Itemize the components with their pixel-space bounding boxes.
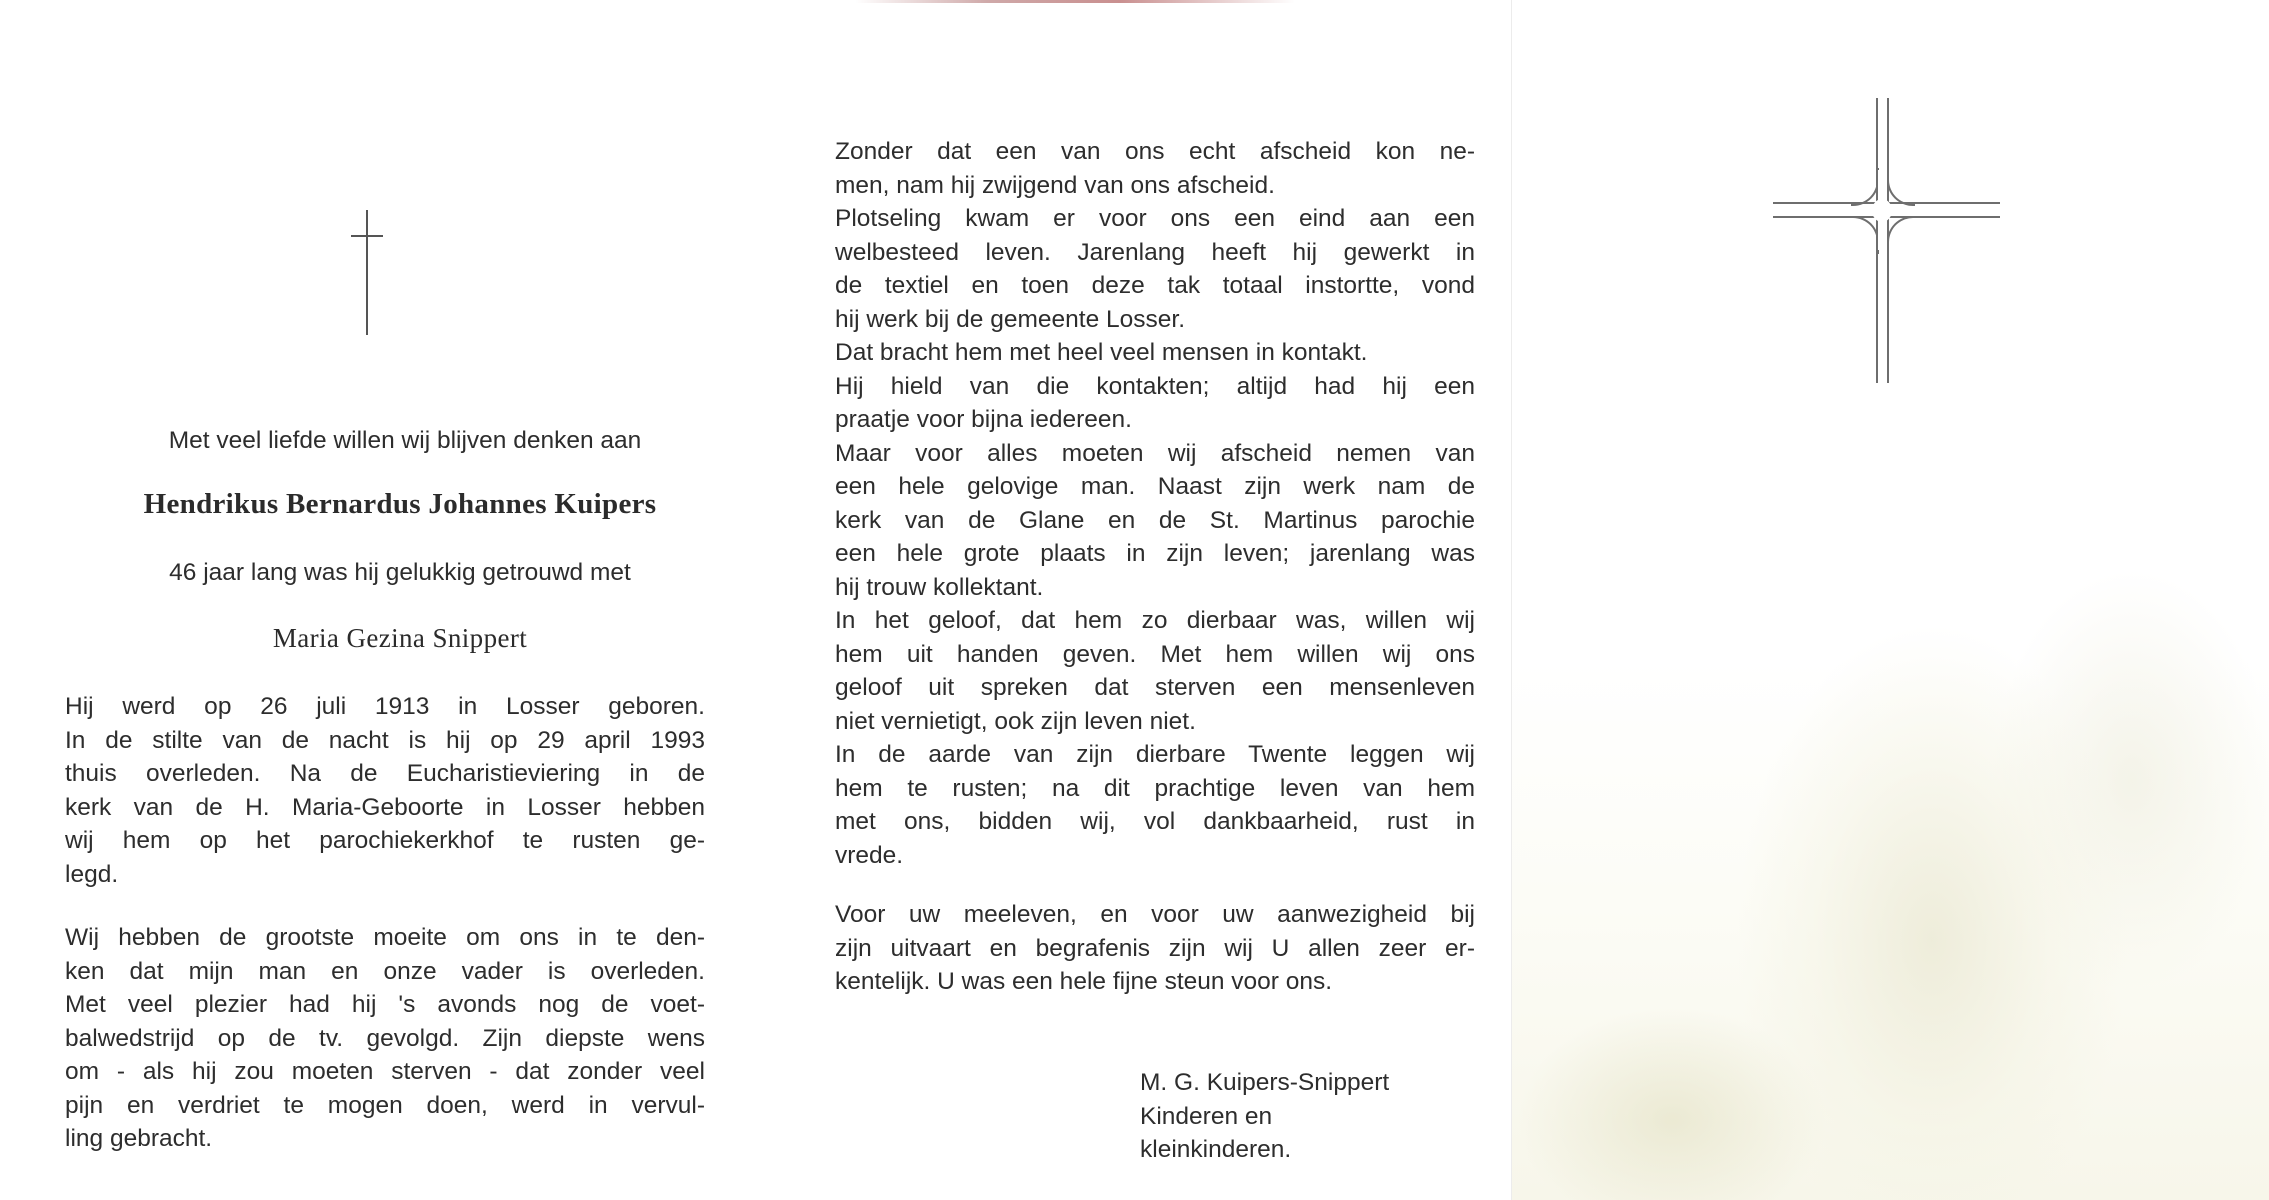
text-line: kerk van de H. Maria-Geboorte in Losser hebben: [65, 793, 705, 821]
text-line: om - als hij zou moeten sterven - dat zonder veel: [65, 1058, 705, 1085]
text-line: welbesteed leven. Jarenlang heeft hij gewerkt in: [835, 238, 1475, 266]
text-line: de textiel en toen deze tak totaal instortte, vond: [835, 272, 1475, 299]
text-line: Dat bracht hem met heel veel mensen in kontakt.: [835, 339, 1368, 366]
text-line: In het geloof, dat hem zo dierbaar was, willen wij: [835, 607, 1475, 634]
faded-photo: [1512, 420, 2269, 1200]
text-line: Plotseling kwam er voor ons een eind aan een: [835, 205, 1475, 232]
text-line: kentelijk. U was een hele fijne steun voor ons.: [835, 968, 1333, 995]
text-line: niet vernietigt, ook zijn leven niet.: [835, 707, 1196, 735]
left-paragraph-birth-death: [65, 690, 705, 891]
text-line: hij trouw kollektant.: [835, 573, 1044, 601]
cross-center-mask: [1878, 170, 1887, 250]
signature-line: M. G. Kuipers-Snippert: [1140, 1069, 1390, 1096]
left-paragraph-memories: [65, 921, 705, 1156]
text-line: In de aarde van zijn dierbare Twente leggen wij: [835, 741, 1475, 768]
text-line: men, nam hij zwijgend van ons afscheid.: [835, 171, 1275, 199]
signature-line: Kinderen en: [1140, 1102, 1273, 1130]
text-line: ken dat mijn man en onze vader is overleden.: [65, 957, 705, 985]
middle-paragraph-thanks: [835, 898, 1475, 999]
text-line: balwedstrijd op de tv. gevolgd. Zijn diepste wens: [65, 1024, 705, 1052]
married-line: 46 jaar lang was hij gelukkig getrouwd met: [169, 559, 631, 586]
deceased-name: Hendrikus Bernardus Johannes Kuipers: [143, 488, 657, 520]
small-cross-icon-bar: [351, 235, 383, 237]
intro-line: Met veel liefde willen wij blijven denken aan: [168, 427, 642, 454]
signature-line: kleinkinderen.: [1140, 1136, 1292, 1163]
text-line: vrede.: [835, 841, 904, 869]
text-line: een hele grote plaats in zijn leven; jarenlang was: [835, 540, 1475, 567]
text-line: Met veel plezier had hij 's avonds nog de voet-: [65, 991, 705, 1018]
text-line: een hele gelovige man. Naast zijn werk nam de: [835, 473, 1475, 500]
spouse-name: Maria Gezina Snippert: [272, 623, 528, 653]
signature: [1140, 1066, 1500, 1167]
text-line: hem te rusten; na dit prachtige leven van hem: [835, 774, 1475, 802]
text-line: Zonder dat een van ons echt afscheid kon ne-: [835, 138, 1475, 165]
text-line: Hij hield van die kontakten; altijd had hij een: [835, 372, 1475, 400]
text-line: thuis overleden. Na de Eucharistieviering in de: [65, 760, 705, 787]
text-line: wij hem op het parochiekerkhof te rusten ge-: [65, 827, 705, 854]
text-line: Hij werd op 26 juli 1913 in Losser geboren.: [65, 693, 705, 720]
text-line: In de stilte van de nacht is hij op 29 april 1993: [65, 726, 705, 754]
small-cross-icon: [366, 210, 368, 335]
text-line: kerk van de Glane en de St. Martinus parochie: [835, 506, 1475, 534]
text-line: hem uit handen geven. Met hem willen wij ons: [835, 640, 1475, 668]
text-line: Wij hebben de grootste moeite om ons in te den-: [65, 924, 705, 951]
text-line: legd.: [65, 860, 119, 888]
text-line: Maar voor alles moeten wij afscheid nemen van: [835, 439, 1475, 467]
text-line: pijn en verdriet te mogen doen, werd in vervul-: [65, 1091, 705, 1119]
middle-paragraph-life: [835, 135, 1475, 872]
text-line: hij werk bij de gemeente Losser.: [835, 305, 1185, 333]
text-line: Voor uw meeleven, en voor uw aanwezigheid bij: [835, 901, 1475, 928]
text-line: geloof uit spreken dat sterven een mensenleven: [835, 674, 1475, 701]
text-line: praatje voor bijna iedereen.: [835, 406, 1132, 433]
text-line: met ons, bidden wij, vol dankbaarheid, rust in: [835, 808, 1475, 835]
text-line: ling gebracht.: [65, 1125, 213, 1152]
text-line: zijn uitvaart en begrafenis zijn wij U allen zeer er-: [835, 934, 1475, 962]
